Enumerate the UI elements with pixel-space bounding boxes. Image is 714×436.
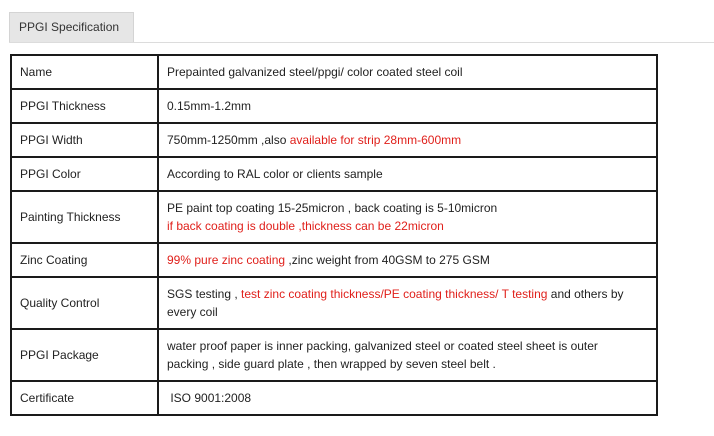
row-label: Name: [11, 55, 158, 89]
table-row: [11, 123, 657, 157]
row-value: [158, 277, 657, 329]
row-label: Certificate: [11, 381, 158, 415]
table-row: [11, 243, 657, 277]
table-row: [11, 157, 657, 191]
specification-table: [10, 54, 658, 416]
value-text: 750mm-1250mm ,also: [167, 133, 290, 147]
tab-ppgi-specification[interactable]: PPGI Specification: [9, 12, 134, 42]
table-row: [11, 329, 657, 381]
row-label: PPGI Thickness: [11, 89, 158, 123]
row-value: According to RAL color or clients sample: [158, 157, 657, 191]
table-row: [11, 277, 657, 329]
row-value: [158, 191, 657, 243]
value-highlight: 99% pure zinc coating: [167, 253, 286, 267]
row-value: water proof paper is inner packing, galvanized steel or coated steel sheet is outer packing , side guard plate , then wrapped by seven steel belt .: [158, 329, 657, 381]
value-highlight: test zinc coating thickness/PE coating thickness/ T testing: [241, 287, 548, 301]
row-value: [158, 243, 657, 277]
value-highlight: available for strip 28mm-600mm: [289, 133, 462, 147]
row-label: Quality Control: [11, 277, 158, 329]
table-row: [11, 55, 657, 89]
row-value: Prepainted galvanized steel/ppgi/ color coated steel coil: [158, 55, 657, 89]
table-row: [11, 89, 657, 123]
row-label: Painting Thickness: [11, 191, 158, 243]
row-value: 0.15mm-1.2mm: [158, 89, 657, 123]
value-text: SGS testing ,: [167, 287, 242, 301]
table-row: [11, 191, 657, 243]
row-value: ISO 9001:2008: [158, 381, 657, 415]
tab-bar: [9, 12, 714, 43]
row-label: Zinc Coating: [11, 243, 158, 277]
value-highlight: if back coating is double ,thickness can be 22micron: [167, 219, 444, 233]
row-label: PPGI Package: [11, 329, 158, 381]
value-text: ,zinc weight from 40GSM to 275 GSM: [285, 253, 490, 267]
row-label: PPGI Color: [11, 157, 158, 191]
row-value: [158, 123, 657, 157]
table-row: [11, 381, 657, 415]
row-label: PPGI Width: [11, 123, 158, 157]
value-text: PE paint top coating 15-25micron , back coating is 5-10micron: [167, 201, 498, 215]
value-text: and others by every coil: [167, 287, 624, 319]
